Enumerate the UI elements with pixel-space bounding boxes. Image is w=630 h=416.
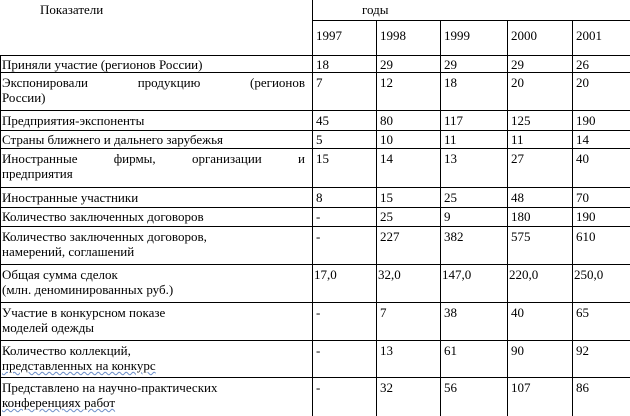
cell-1998: 32,0 [378,267,401,282]
cell-2001: 250,0 [574,267,604,282]
row-label-line: моделей одежды [2,320,95,335]
table-rule [0,187,630,188]
cell-1997: - [316,305,321,320]
year-header-2000: 2000 [511,28,537,43]
cell-2001: 20 [576,75,589,90]
row-label-line: Количество коллекций, [2,343,131,358]
year-header-2001: 2001 [576,28,602,43]
indicators-header: Показатели [40,2,104,17]
row-label-line: представленных на конкурс [2,358,156,373]
row-label-line: Иностранные фирмы, организации и [2,151,305,166]
row-label-line: Экспонировали продукцию (регионов [2,75,305,90]
table-rule [0,340,630,341]
cell-1997: - [316,209,321,224]
year-header-1997: 1997 [316,28,342,43]
row-label [2,229,305,259]
cell-2000: 29 [511,57,524,72]
cell-1999: 117 [444,113,464,128]
cell-2001: 92 [576,343,589,358]
cell-1998: 227 [380,229,400,244]
row-label-line: Страны ближнего и дальнего зарубежья [2,132,224,147]
cell-2000: 180 [511,209,531,224]
table-rule [440,20,441,416]
table-rule [0,226,630,227]
row-label [2,305,305,335]
cell-2001: 26 [576,57,589,72]
cell-1998: 13 [380,343,393,358]
table-rule [0,377,630,378]
table-rule [312,20,630,21]
cell-1998: 32 [380,380,393,395]
table-rule [0,55,1,416]
cell-1997: 18 [316,57,329,72]
cell-2001: 190 [576,113,596,128]
cell-2000: 40 [511,305,524,320]
row-label-line: Предприятия-экспоненты [2,113,145,128]
row-label-line: предприятия [2,166,73,181]
row-label [2,57,305,72]
cell-1997: 45 [316,113,329,128]
cell-2001: 40 [576,151,589,166]
cell-1997: - [316,343,321,358]
cell-1997: 7 [316,75,323,90]
cell-2000: 90 [511,343,524,358]
table-rule [0,302,630,303]
cell-2001: 70 [576,190,589,205]
table-rule [0,130,630,131]
cell-2000: 125 [511,113,531,128]
years-header: годы [362,2,389,17]
row-label-line: Количество заключенных договоров [2,209,204,224]
row-label [2,151,305,181]
row-label-line: Количество заключенных договоров, [2,229,207,244]
year-header-1999: 1999 [444,28,470,43]
cell-1999: 29 [444,57,457,72]
table-rule [0,148,630,149]
row-label [2,75,305,105]
cell-1999: 18 [444,75,457,90]
cell-2000: 20 [511,75,524,90]
cell-1997: - [316,380,321,395]
cell-1998: 14 [380,151,393,166]
row-label [2,267,305,297]
cell-1999: 38 [444,305,457,320]
row-label-line: Участие в конкурсном показе [2,305,166,320]
table-rule [312,0,313,416]
cell-1999: 382 [444,229,464,244]
cell-1998: 10 [380,132,393,147]
cell-2000: 107 [511,380,531,395]
row-label [2,190,305,205]
cell-1998: 25 [380,209,393,224]
row-label-line: Общая сумма сделок [2,267,118,282]
row-label [2,113,305,128]
cell-1997: 5 [316,132,323,147]
cell-2001: 14 [576,132,589,147]
table-rule [507,20,508,416]
cell-1999: 25 [444,190,457,205]
table-rule [0,110,630,111]
cell-2000: 575 [511,229,531,244]
table-rule [0,72,630,73]
cell-2000: 48 [511,190,524,205]
row-label-line: Иностранные участники [2,190,139,205]
cell-1998: 7 [380,305,387,320]
year-header-1998: 1998 [380,28,406,43]
cell-1997: 8 [316,190,323,205]
row-label-line: намерений, соглашений [2,244,135,259]
cell-2000: 11 [511,132,524,147]
cell-1998: 12 [380,75,393,90]
row-label-line: Приняли участие (регионов России) [2,57,203,72]
cell-1998: 80 [380,113,393,128]
table-rule [376,20,377,416]
cell-1997: - [316,229,321,244]
row-label-line: конференциях работ [2,395,116,410]
cell-1999: 147,0 [442,267,472,282]
cell-2001: 610 [576,229,596,244]
cell-2001: 65 [576,305,589,320]
cell-2001: 190 [576,209,596,224]
cell-1998: 29 [380,57,393,72]
cell-1999: 11 [444,132,457,147]
row-label-line: Представлено на научно-практических [2,380,218,395]
row-label-line: (млн. деноминированных руб.) [2,282,174,297]
cell-1999: 9 [444,209,451,224]
cell-1997: 15 [316,151,329,166]
cell-1998: 15 [380,190,393,205]
row-label [2,132,305,147]
row-label [2,343,305,373]
cell-2000: 27 [511,151,524,166]
cell-1997: 17,0 [314,267,337,282]
cell-1999: 61 [444,343,457,358]
table-rule [572,20,573,416]
row-label-line: России) [2,90,46,105]
row-label [2,380,305,410]
cell-2001: 86 [576,380,589,395]
table-rule [0,264,630,265]
cell-1999: 56 [444,380,457,395]
table-rule [0,55,630,56]
table-rule [0,207,630,208]
cell-2000: 220,0 [509,267,539,282]
row-label [2,209,305,224]
cell-1999: 13 [444,151,457,166]
